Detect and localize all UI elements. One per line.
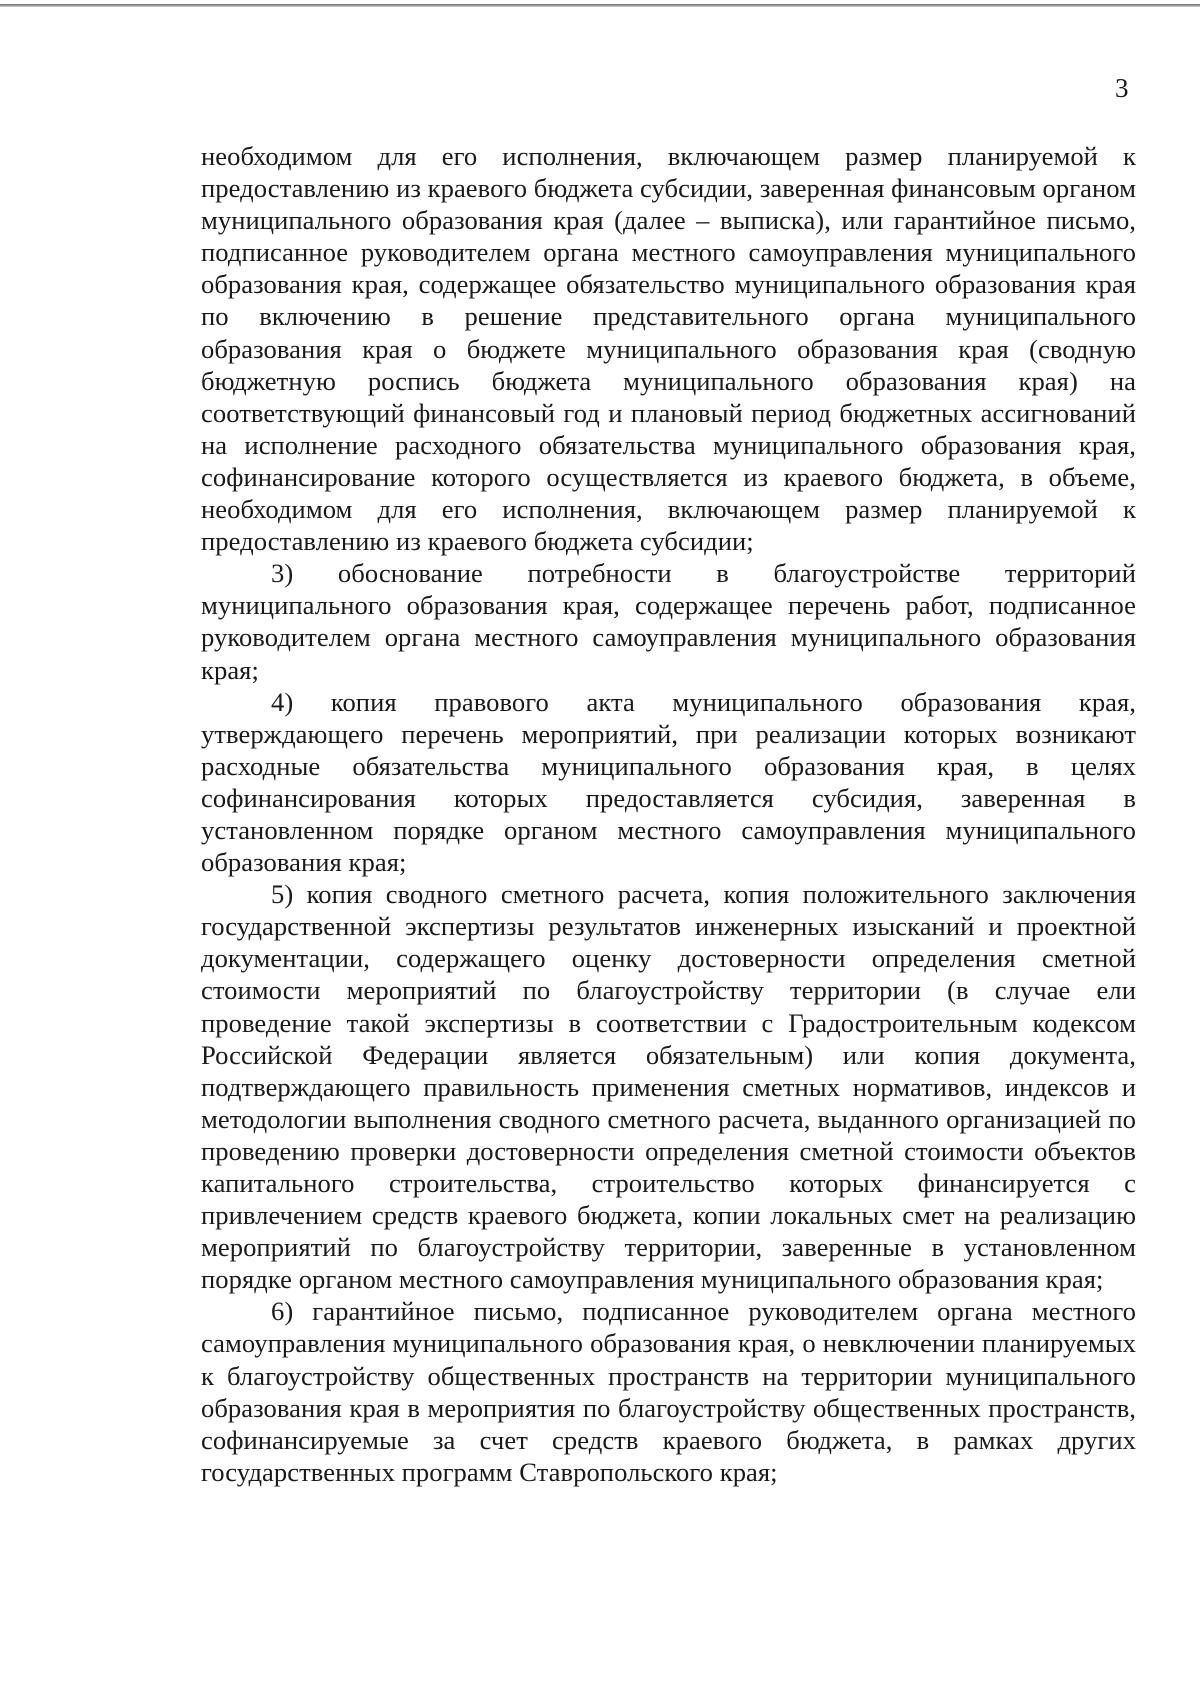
scan-edge-line [0,4,1200,7]
paragraph-item-5: 5) копия сводного сметного расчета, копия положительного заключения государственной экспертизы результатов инженерных изысканий и проектной документации, содержащего оценку достоверности определения сметной стоимости мероприятий по благоустройству территории (в случае ели проведение такой экспертизы в соответствии с Градостроительным кодексом Российской Федерации является обязательным) или копия документа, подтверждающего правильность применения сметных нормативов, индексов и методологии выполнения сводного сметного расчета, выданного организацией по проведению проверки достоверности определения сметной стоимости объектов капитального строительства, строительство которых финансируется с привлечением средств краевого бюджета, копии локальных смет на реализацию мероприятий по благоустройству территории, заверенные в установленном порядке органом местного самоуправления муниципального образования края; [201,879,1136,1295]
paragraph-item-6: 6) гарантийное письмо, подписанное руководителем органа местного самоуправления муниципального образования края, о невключении планируемых к благоустройству общественных пространств на территории муниципального образования края в мероприятия по благоустройству общественных пространств, софинансируемые за счет средств краевого бюджета, в рамках других государственных программ Ставропольского края; [201,1296,1136,1487]
paragraph-item-4: 4) копия правового акта муниципального образования края, утверждающего перечень мероприятий, при реализации которых возникают расходные обязательства муниципального образования края, в целях софинансирования которых предоставляется субсидия, заверенная в установленном порядке органом местного самоуправления муниципального образования края; [201,686,1136,878]
paragraph-item-3: 3) обоснование потребности в благоустройстве территорий муниципального образования края, содержащее перечень работ, подписанное руководителем органа местного самоуправления муниципального образования края; [201,558,1136,685]
page-number: 3 [1115,73,1129,103]
paragraph-continuation: необходимом для его исполнения, включающем размер планируемой к предоставлению из краевого бюджета субсидии, заверенная финансовым органом муниципального образования края (далее – выписка), или гарантийное письмо, подписанное руководителем органа местного самоуправления муниципального образования края, содержащее обязательство муниципального образования края по включению в решение представительного органа муниципального образования края о бюджете муниципального образования края (сводную бюджетную роспись бюджета муниципального образования края) на соответствующий финансовый год и плановый период бюджетных ассигнований на исполнение расходного обязательства муниципального образования края, софинансирование которого осуществляется из краевого бюджета, в объеме, необходимом для его исполнения, включающем размер планируемой к предоставлению из краевого бюджета субсидии; [201,141,1136,557]
document-body [201,140,1136,1488]
